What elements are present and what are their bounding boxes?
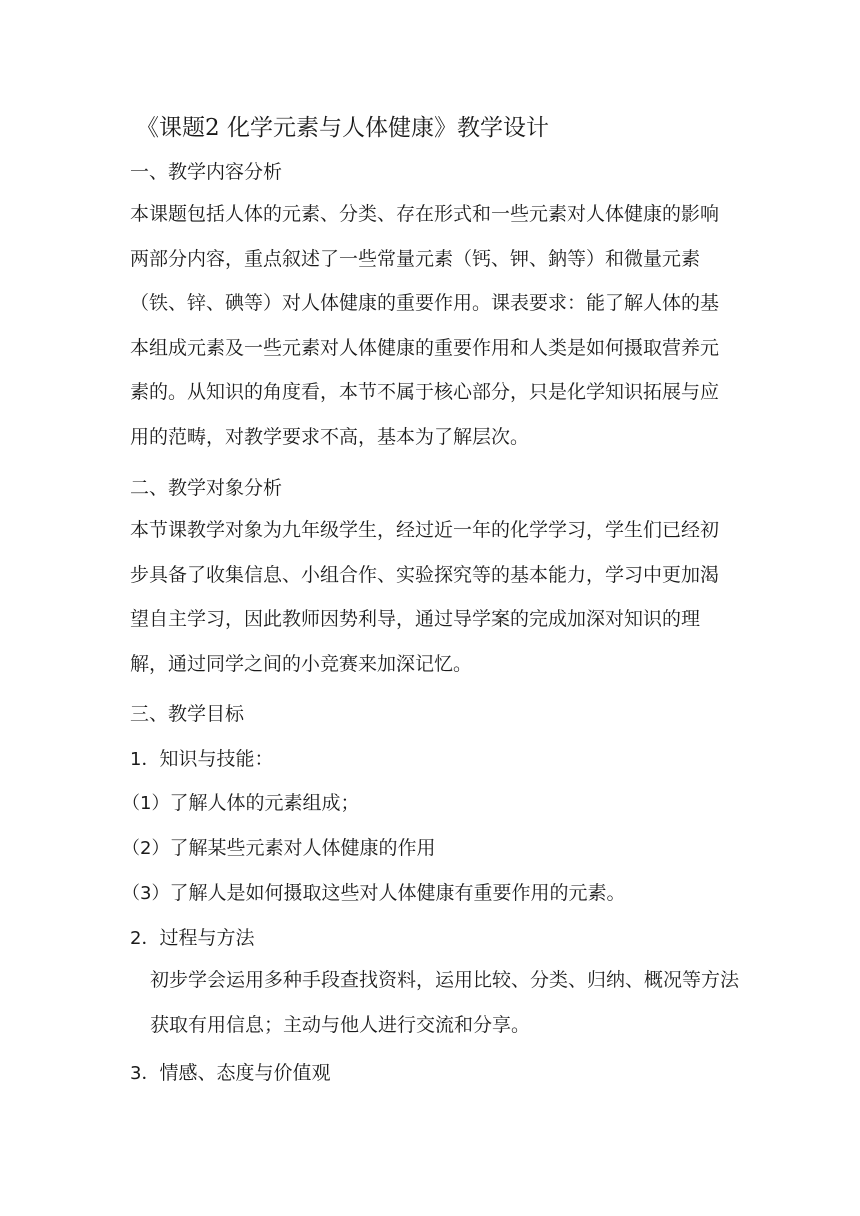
paragraph-audience-analysis: 本节课教学对象为九年级学生，经过近一年的化学学习，学生们已经初步具备了收集信息、小组合作、实验探究等的基本能力，学习中更加渴望自主学习，因此教师因势利导，通过导学案的完成加深对知识的理解，通过同学之间的小竞赛来加深记忆。 [130, 519, 720, 675]
section-heading-content-analysis: 一、教学内容分析 [130, 161, 283, 183]
paragraph-process-method: 初步学会运用多种手段查找资料，运用比较、分类、归纳、概况等方法获取有用信息；主动与他人进行交流和分享。 [150, 969, 740, 1036]
item-number: （1） [122, 793, 170, 814]
goal-emotion-values [130, 1058, 330, 1089]
goal-label: 知识与技能： [159, 748, 274, 770]
section-heading-teaching-goals: 三、教学目标 [130, 703, 245, 725]
section-heading-audience-analysis: 二、教学对象分析 [130, 477, 283, 499]
goal-knowledge-skills [130, 744, 273, 775]
goal-number: 1． [130, 749, 160, 770]
goal-item-2 [122, 833, 435, 864]
goal-label: 情感、态度与价值观 [159, 1062, 331, 1084]
item-text: 了解人体的元素组成； [169, 792, 360, 814]
goal-item-1 [122, 788, 359, 819]
document-title: 《课题2 化学元素与人体健康》教学设计 [136, 115, 549, 141]
goal-process-method [130, 923, 254, 954]
item-text: 了解某些元素对人体健康的作用 [169, 837, 436, 859]
goal-number: 2． [130, 928, 160, 949]
goal-item-3 [122, 878, 625, 909]
item-number: （2） [122, 838, 170, 859]
goal-label: 过程与方法 [159, 927, 255, 949]
goal-number: 3． [130, 1063, 160, 1084]
item-number: （3） [122, 883, 170, 904]
item-text: 了解人是如何摄取这些对人体健康有重要作用的元素。 [169, 882, 626, 904]
paragraph-content-analysis: 本课题包括人体的元素、分类、存在形式和一些元素对人体健康的影响两部分内容，重点叙述了一些常量元素（钙、钾、鈉等）和微量元素（铁、锌、碘等）对人体健康的重要作用。课表要求：能了解人体的基本组成元素及一些元素对人体健康的重要作用和人类是如何摄取营养元素的。从知识的角度看，本节不属于核心部分，只是化学知识拓展与应用的范畴，对教学要求不高，基本为了解层次。 [130, 203, 720, 448]
